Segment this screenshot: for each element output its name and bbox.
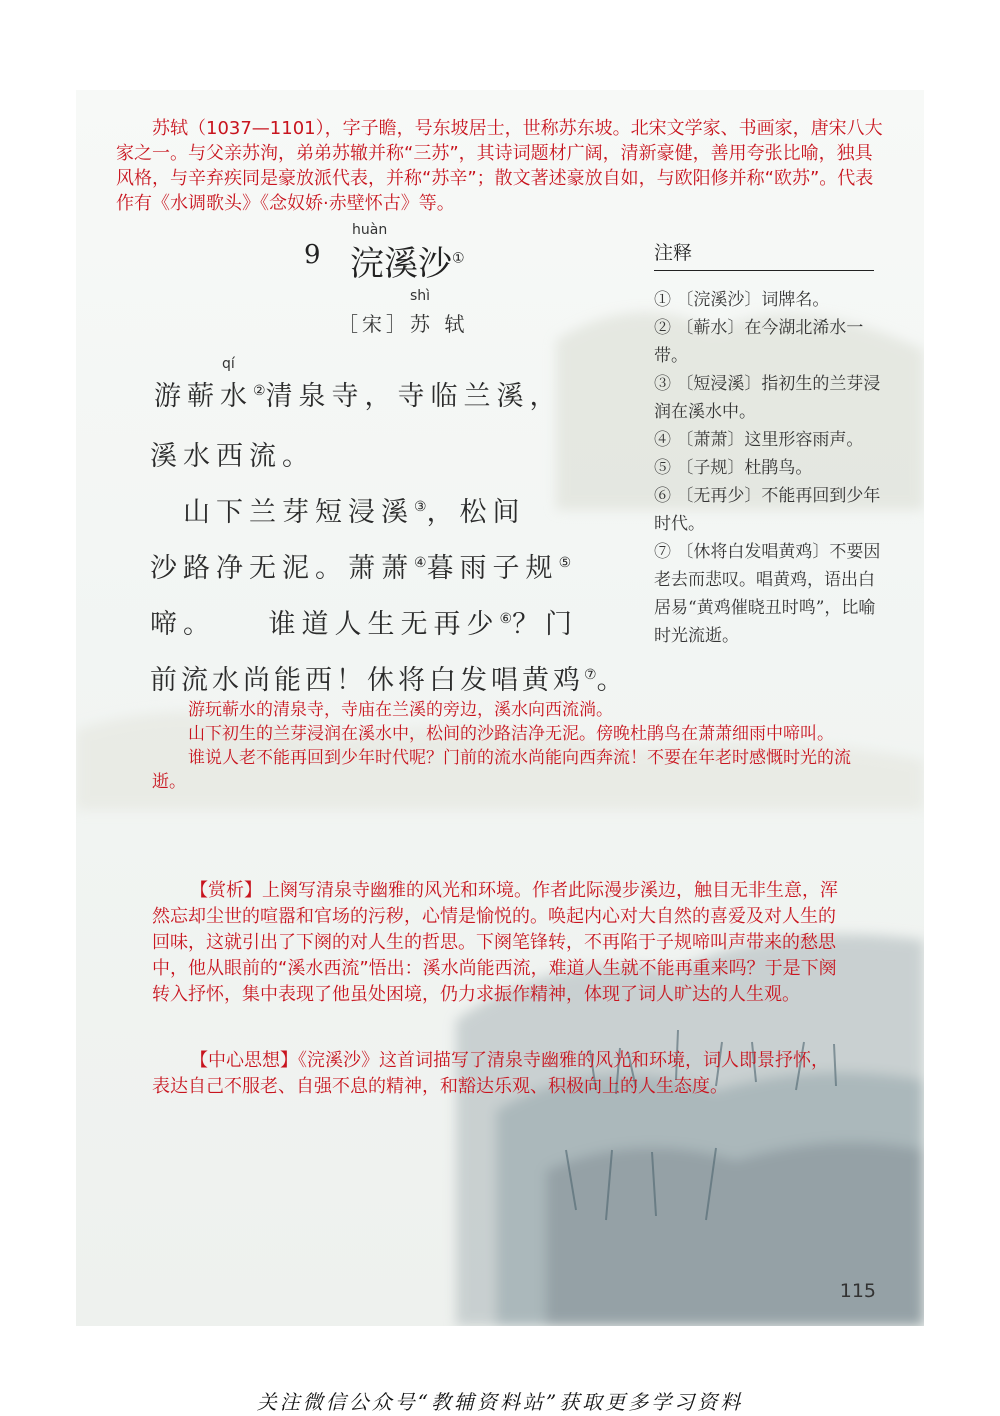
poem-line-3: 山下兰芽短浸溪③，松间 [150,497,526,528]
lesson-title: 浣溪沙① [350,244,465,284]
note-item: ③ 〔短浸溪〕指初生的兰芽浸润在溪水中。 [654,374,881,422]
translation-line: 游玩蕲水的清泉寺，寺庙在兰溪的旁边，溪水向西流淌。 [188,700,613,720]
author-introduction: 苏轼（1037—1101），字子瞻，号东坡居士，世称苏东坡。北宋文学家、书画家，唐宋八大家之一。与父亲苏洵，弟弟苏辙并称“三苏”，其诗词题材广阔，清新豪健，善用夸张比喻，独具风格，与辛弃疾同是豪放派代表，并称“苏辛”；散文著述豪放自如，与欧阳修并称“欧苏”。代表作有《水调歌头》《念奴娇·赤壁怀古》等。 [116,118,883,214]
appreciation-paragraph: 【赏析】上阕写清泉寺幽雅的风光和环境。作者此际漫步溪边，触目无非生意，浑然忘却尘世的喧嚣和官场的污秽，心情是愉悦的。唤起内心对大自然的喜爱及对人生的回味，这就引出了下阕的对人生的哲思。下阕笔锋转，不再陷于子规啼叫声带来的愁思中，他从眼前的“溪水西流”悟出：溪水尚能西流，难道人生就不能再重来吗？于是下阕转入抒怀，集中表现了他虽处困境，仍力求振作精神，体现了词人旷达的人生观。 [152,880,838,1005]
poem-author: ［宋］苏 轼 [338,312,469,336]
note-item: ④ 〔萧萧〕这里形容雨声。 [654,430,864,450]
poem-line-4: 沙路净无泥。萧萧④暮雨子规⑤ [150,553,572,584]
poem-line-5: 啼。 谁道人生无再少⑥？门 [150,609,579,640]
title-note-marker: ① [452,250,465,267]
notes-divider [654,270,874,271]
poem-pinyin-qi: qí [222,356,235,372]
title-pinyin: huàn [352,222,388,238]
author-pinyin: shì [410,288,431,304]
page-number: 115 [839,1280,876,1302]
translation-block [152,698,852,794]
note-item: ⑤ 〔子规〕杜鹃鸟。 [654,458,813,478]
poem-line-1: 游蕲水②清泉寺，寺临兰溪， [154,381,563,412]
notes-heading: 注释 [654,242,693,264]
textbook-page [76,90,924,1326]
note-item: ② 〔蕲水〕在今湖北浠水一带。 [654,318,864,366]
poem-line-6: 前流水尚能西！休将白发唱黄鸡⑦。 [150,665,628,696]
note-item: ⑥ 〔无再少〕不能再回到少年时代。 [654,486,881,534]
footer-note: 关注微信公众号“教辅资料站”获取更多学习资料 [256,1390,744,1414]
central-idea-paragraph: 【中心思想】《浣溪沙》这首词描写了清泉寺幽雅的风光和环境，词人即景抒怀，表达自己不服老、自强不息的精神，和豁达乐观、积极向上的人生态度。 [152,1050,829,1097]
translation-line: 山下初生的兰芽浸润在溪水中，松间的沙路洁净无泥。傍晚杜鹃鸟在萧萧细雨中啼叫。 [188,724,834,744]
lesson-number: 9 [304,240,321,270]
note-item: ① 〔浣溪沙〕词牌名。 [654,290,830,310]
notes-list [654,286,884,650]
note-item: ⑦ 〔休将白发唱黄鸡〕不要因老去而悲叹。唱黄鸡，语出白居易“黄鸡催晓丑时鸣”，比喻时光流逝。 [654,542,881,646]
translation-line: 谁说人老不能再回到少年时代呢？门前的流水尚能向西奔流！不要在年老时感慨时光的流逝。 [152,748,851,792]
poem-line-2: 溪水西流。 [150,441,315,472]
